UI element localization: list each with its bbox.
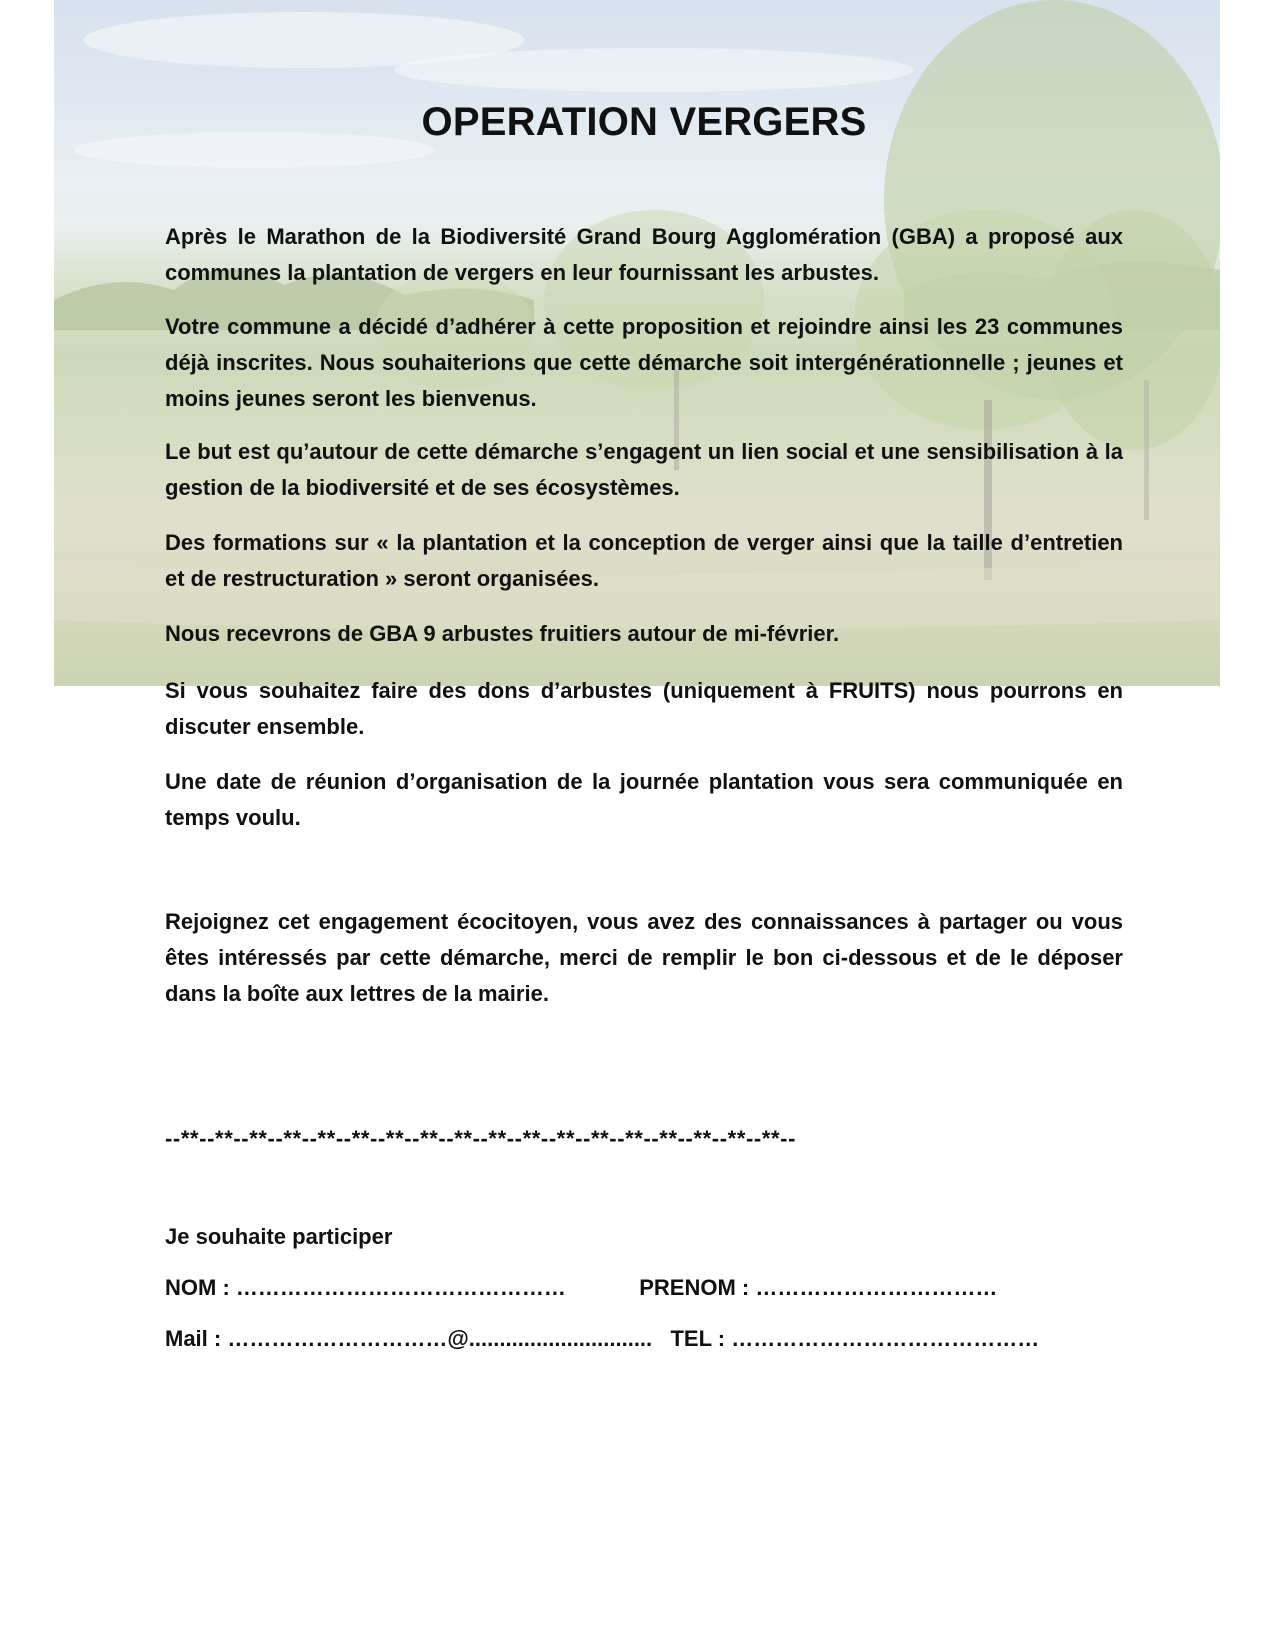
paragraph-intro: Après le Marathon de la Biodiversité Grand Bourg Agglomération (GBA) a proposé aux communes la plantation de vergers en leur fournissant les arbustes. [165,224,1123,285]
paragraph-training: Des formations sur « la plantation et la conception de verger ainsi que la taille d’entretien et de restructuration » seront organisées. [165,530,1123,591]
paragraph-delivery: Nous recevrons de GBA 9 arbustes fruitiers autour de mi-février. [165,621,840,646]
cut-line-separator: --**--**--**--**--**--**--**--**--**--**--**--**--**--**--**--**--**--**-- [165,1126,797,1151]
page-title: OPERATION VERGERS [421,100,867,144]
paragraph-goal: Le but est qu’autour de cette démarche s’engagent un lien social et une sensibilisation à la gestion de la biodiversité et de ses écosystèmes. [165,439,1123,500]
paragraph-donations: Si vous souhaitez faire des dons d’arbustes (uniquement à FRUITS) nous pourrons en discuter ensemble. [165,678,1123,739]
paragraph-meeting: Une date de réunion d’organisation de la journée plantation vous sera communiquée en temps voulu. [165,769,1123,830]
form-heading: Je souhaite participer [165,1224,393,1249]
form-mail-line: Mail : …………………………@.............................. TEL : …………………………………… [165,1326,1040,1351]
paragraph-commune: Votre commune a décidé d’adhérer à cette proposition et rejoindre ainsi les 23 communes déjà inscrites. Nous souhaiterions que cette démarche soit intergénérationnelle ; jeunes et moins jeunes seront les bienvenus. [165,314,1123,411]
paragraph-call-to-action: Rejoignez cet engagement écocitoyen, vous avez des connaissances à partager ou vous êtes intéressés par cette démarche, merci de remplir le bon ci-dessous et de le déposer dans la boîte aux lettres de la mairie. [165,909,1123,1006]
form-name-line: NOM : ……………………………………… PRENOM : …………………………… [165,1275,998,1300]
